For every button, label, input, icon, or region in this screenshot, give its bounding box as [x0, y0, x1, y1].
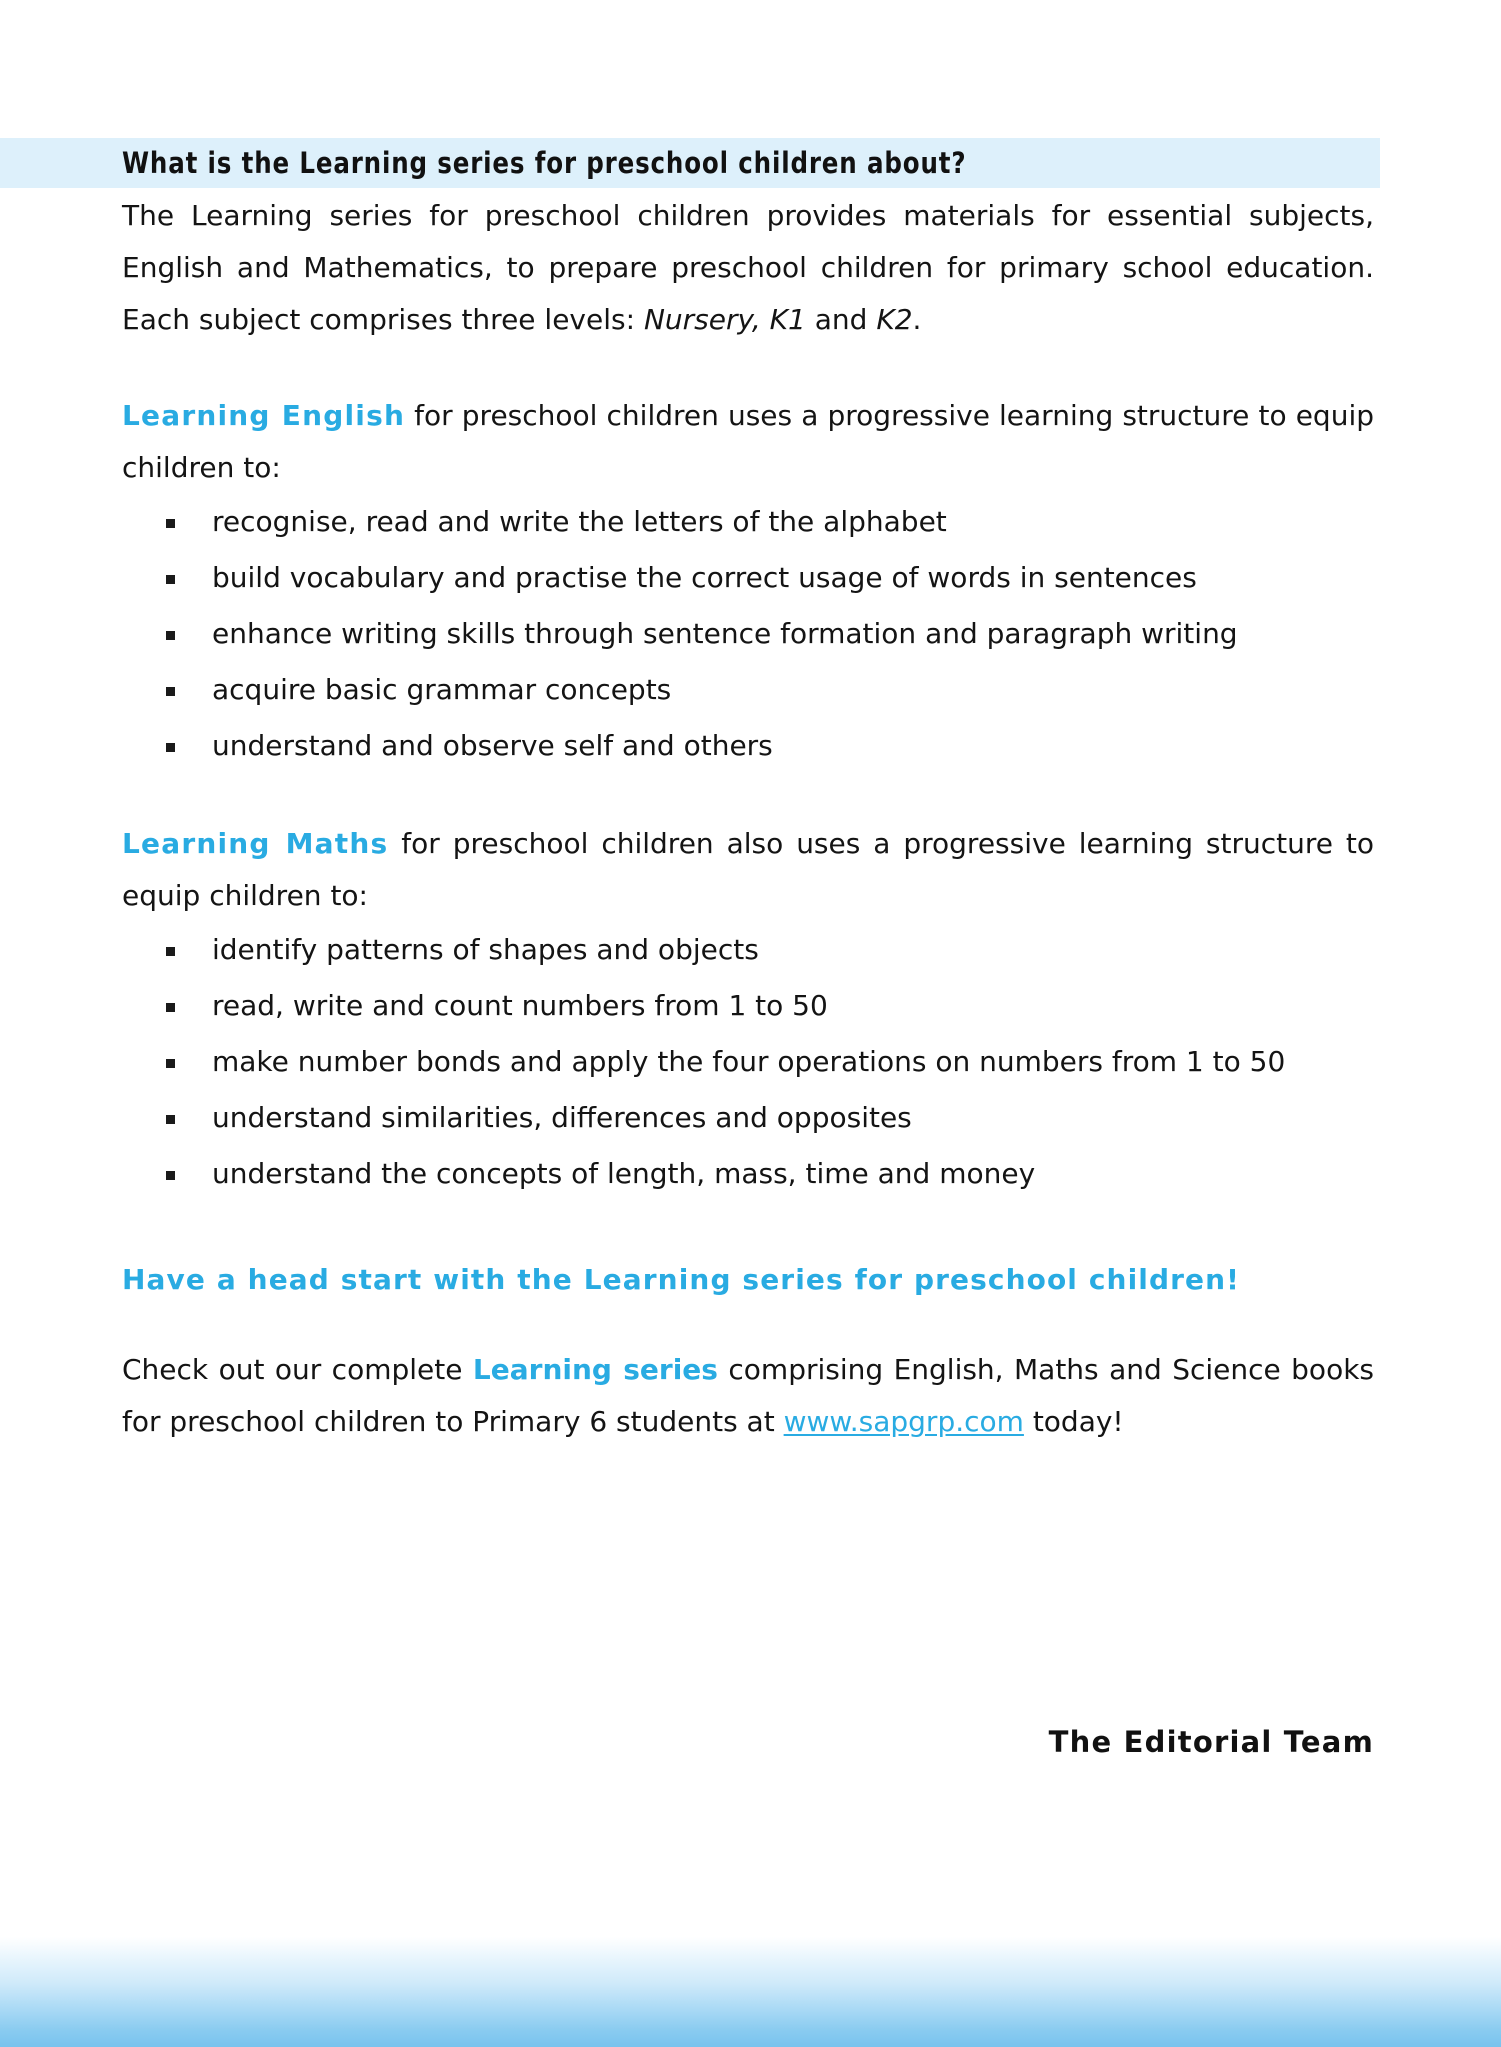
list-item	[164, 494, 1374, 550]
intro-levels-italic-1: Nursery, K1	[643, 303, 806, 336]
list-item-label: make number bonds and apply the four operations on numbers from 1 to 50	[212, 1045, 1286, 1078]
footer-fade	[0, 1897, 1501, 1937]
intro-levels-italic-2: K2	[876, 303, 913, 336]
english-section-lead	[122, 390, 1374, 494]
section-gap-3	[122, 1202, 1374, 1260]
intro-text-between: and	[805, 303, 877, 336]
list-item-label: enhance writing skills through sentence formation and paragraph writing	[212, 617, 1238, 650]
closing-text-before: Check out our complete	[122, 1353, 473, 1386]
square-bullet-icon	[166, 519, 175, 528]
page-title: What is the Learning series for preschool children about?	[122, 146, 967, 180]
callout-line: Have a head start with the Learning series for preschool children!	[122, 1263, 1241, 1296]
maths-bullet-list	[122, 922, 1374, 1202]
heading-gap	[122, 132, 1374, 190]
list-item	[164, 1090, 1374, 1146]
list-item	[164, 978, 1374, 1034]
list-item-label: identify patterns of shapes and objects	[212, 933, 759, 966]
section-gap-1	[122, 346, 1374, 390]
square-bullet-icon	[166, 575, 175, 584]
square-bullet-icon	[166, 1115, 175, 1124]
list-item-label: understand similarities, differences and opposites	[212, 1101, 912, 1134]
closing-text-after: comprising English, Maths and Science books for preschool children to Primary 6 students at	[122, 1353, 1375, 1438]
list-item-label: read, write and count numbers from 1 to 50	[212, 989, 828, 1022]
section-gap-2	[122, 774, 1374, 818]
english-section-lead-text: for preschool children uses a progressive learning structure to equip children to:	[122, 399, 1374, 484]
signature-block	[122, 1725, 1374, 1759]
list-item	[164, 1034, 1374, 1090]
intro-text-end: .	[912, 303, 922, 336]
footer-gradient-band	[0, 1937, 1501, 2047]
list-item	[164, 922, 1374, 978]
brand-label-learning-series: Learning series	[472, 1353, 718, 1386]
list-item	[164, 606, 1374, 662]
list-item-label: recognise, read and write the letters of the alphabet	[212, 505, 947, 538]
section-gap-4	[122, 1300, 1374, 1344]
list-item-label: understand and observe self and others	[212, 729, 773, 762]
brand-label-learning-maths: Learning Maths	[122, 827, 389, 860]
sapgrp-website-link[interactable]: www.sapgrp.com	[783, 1405, 1024, 1438]
list-item	[164, 718, 1374, 774]
signature-text: The Editorial Team	[1048, 1725, 1374, 1759]
intro-paragraph	[122, 190, 1374, 346]
closing-paragraph	[122, 1344, 1374, 1448]
square-bullet-icon	[166, 1003, 175, 1012]
closing-text-tail: today!	[1023, 1405, 1124, 1438]
list-item-label: understand the concepts of length, mass, time and money	[212, 1157, 1036, 1190]
brand-label-learning-english: Learning English	[122, 399, 406, 432]
maths-section-lead-text: for preschool children also uses a progressive learning structure to equip children to:	[122, 827, 1375, 912]
square-bullet-icon	[166, 743, 175, 752]
document-body	[122, 132, 1374, 1448]
square-bullet-icon	[166, 1171, 175, 1180]
list-item	[164, 662, 1374, 718]
list-item-label: acquire basic grammar concepts	[212, 673, 672, 706]
square-bullet-icon	[166, 1059, 175, 1068]
maths-section-lead	[122, 818, 1374, 922]
square-bullet-icon	[166, 631, 175, 640]
list-item-label: build vocabulary and practise the correct usage of words in sentences	[212, 561, 1197, 594]
square-bullet-icon	[166, 947, 175, 956]
list-item	[164, 1146, 1374, 1202]
list-item	[164, 550, 1374, 606]
square-bullet-icon	[166, 687, 175, 696]
english-bullet-list	[122, 494, 1374, 774]
intro-text-main: The Learning series for preschool children provides materials for essential subjects, English and Mathematics, to prepare preschool children for primary school education. Each subject comprises three levels:	[122, 199, 1374, 336]
